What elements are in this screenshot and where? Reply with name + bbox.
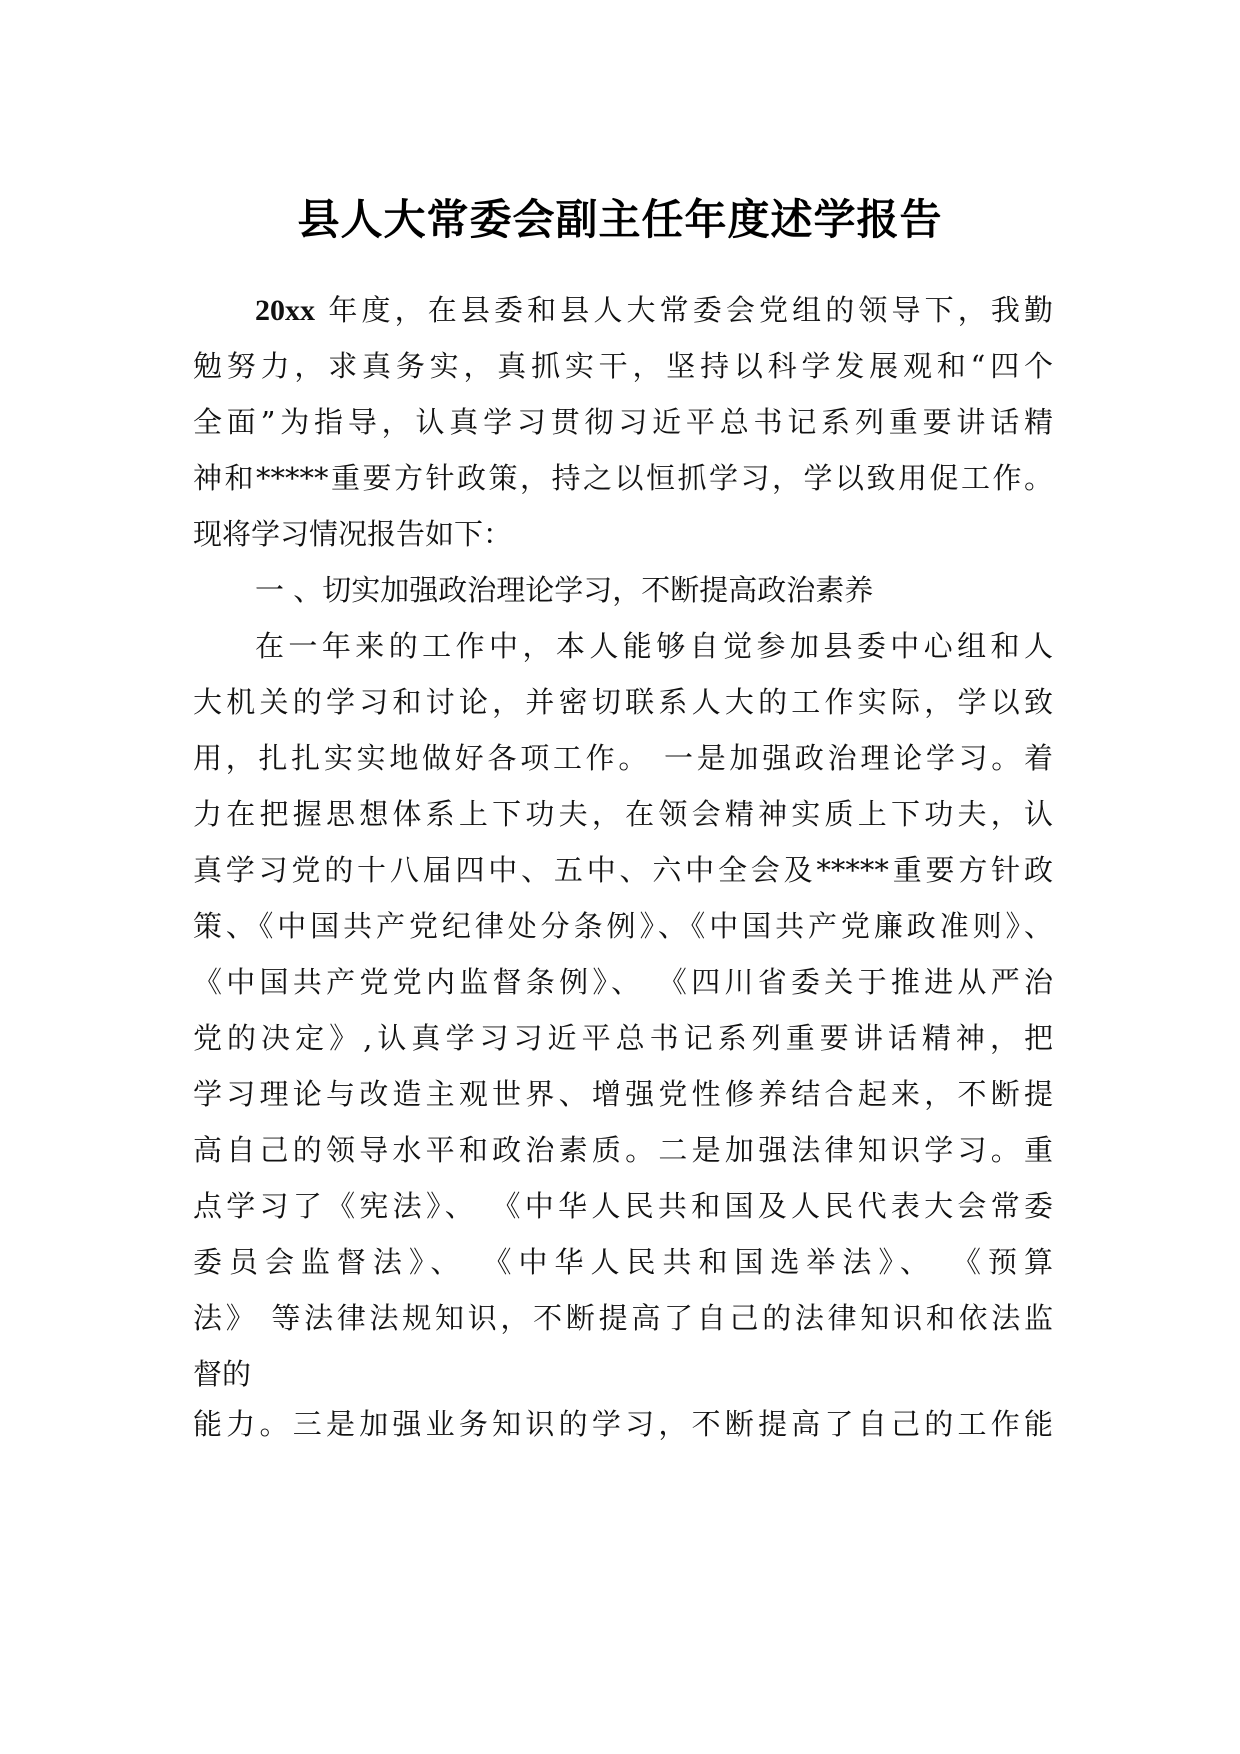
intro-line-2: 勉努力，求真务实，真抓实干，坚持以科学发展观和“四个 bbox=[193, 349, 1053, 383]
section-1-line-9: 学习理论与改造主观世界、增强党性修养结合起来，不断提 bbox=[193, 1077, 1053, 1111]
section-1-line-14: 督的 bbox=[193, 1357, 252, 1391]
section-1-line-8: 党的决定》,认真学习习近平总书记系列重要讲话精神，把 bbox=[193, 1021, 1053, 1055]
section-1-line-11: 点学习了《宪法》、 《中华人民共和国及人民代表大会常委 bbox=[193, 1189, 1053, 1223]
intro-year: 20xx bbox=[255, 294, 315, 327]
intro-line-3: 全面”为指导，认真学习贯彻习近平总书记系列重要讲话精 bbox=[193, 405, 1053, 439]
section-1-line-7: 《中国共产党党内监督条例》、 《四川省委关于推进从严治 bbox=[193, 965, 1053, 999]
document-body bbox=[193, 282, 1053, 1452]
section-1-line-5: 真学习党的十八届四中、五中、六中全会及*****重要方针政 bbox=[193, 853, 1053, 887]
document-title: 县人大常委会副主任年度述学报告 bbox=[297, 195, 943, 244]
section-1-line-4: 力在把握思想体系上下功夫，在领会精神实质上下功夫，认 bbox=[193, 797, 1053, 831]
intro-line-4: 神和*****重要方针政策，持之以恒抓学习，学以致用促工作。 bbox=[193, 461, 1053, 495]
section-1-line-3: 用，扎扎实实地做好各项工作。 一是加强政治理论学习。着 bbox=[193, 741, 1053, 775]
section-1-line-15: 能力。三是加强业务知识的学习，不断提高了自己的工作能 bbox=[193, 1407, 1053, 1441]
section-1-line-12: 委员会监督法》、 《中华人民共和国选举法》、 《预算 bbox=[193, 1245, 1053, 1279]
section-1-line-1: 在一年来的工作中，本人能够自觉参加县委中心组和人 bbox=[255, 629, 1053, 663]
section-1-line-2: 大机关的学习和讨论，并密切联系人大的工作实际，学以致 bbox=[193, 685, 1053, 719]
section-1-line-10: 高自己的领导水平和政治素质。二是加强法律知识学习。重 bbox=[193, 1133, 1053, 1167]
intro-line-1-text: 年度，在县委和县人大常委会党组的领导下，我勤 bbox=[315, 293, 1053, 327]
intro-line-1 bbox=[193, 282, 1053, 338]
intro-line-5: 现将学习情况报告如下： bbox=[193, 517, 513, 551]
section-1-line-6: 策、《中国共产党纪律处分条例》、《中国共产党廉政准则》、 bbox=[193, 909, 1053, 943]
section-1-line-13: 法》 等法律法规知识，不断提高了自己的法律知识和依法监 bbox=[193, 1301, 1053, 1335]
section-1-heading: 一 、切实加强政治理论学习，不断提高政治素养 bbox=[255, 573, 874, 607]
